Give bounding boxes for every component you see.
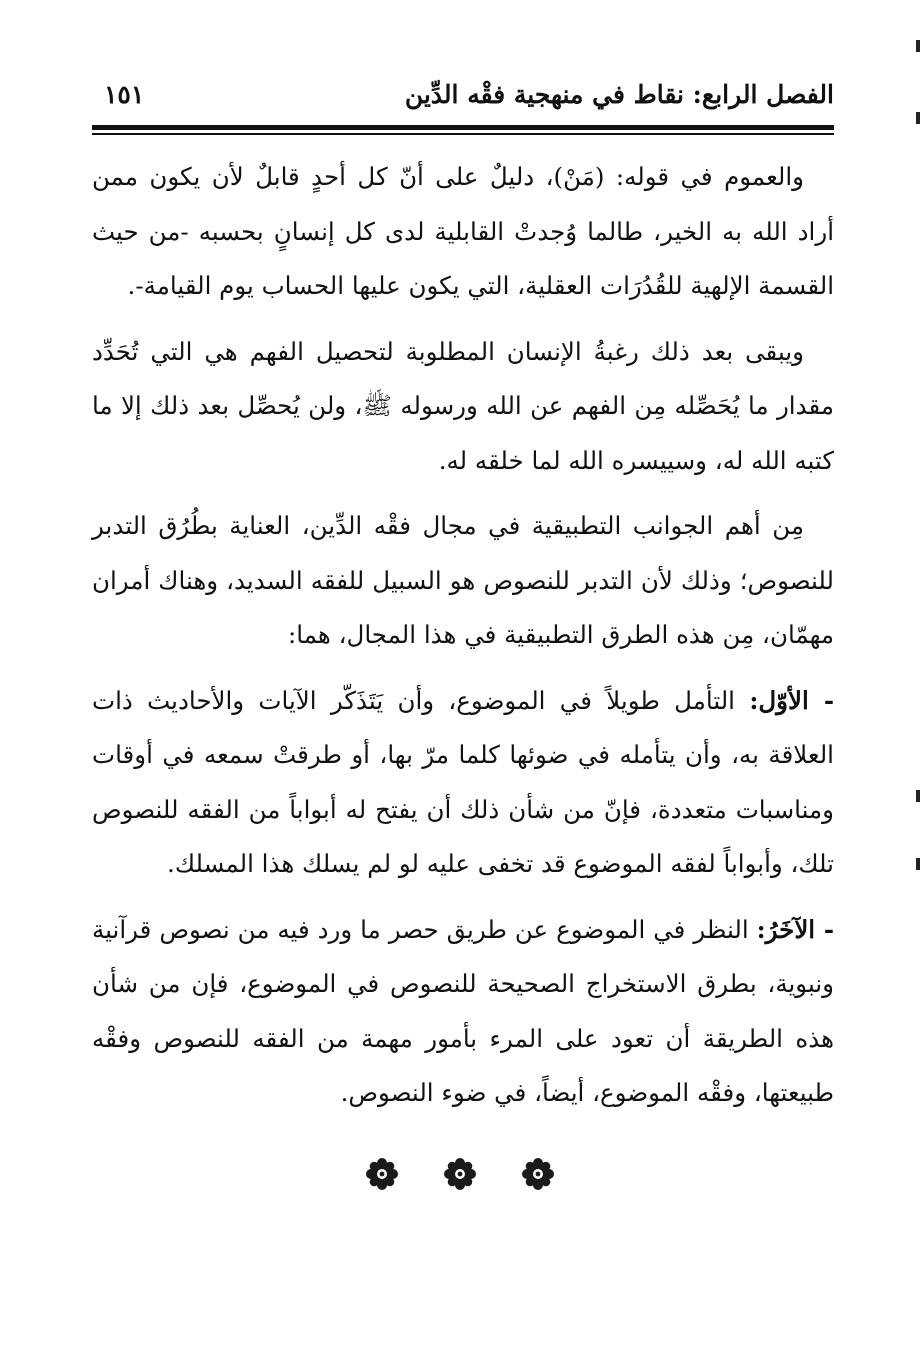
ornament-flower-icon bbox=[443, 1157, 477, 1191]
scan-edge-mark bbox=[916, 40, 920, 52]
ornament-flower-icon bbox=[365, 1157, 399, 1191]
scan-edge-mark bbox=[916, 858, 920, 870]
scan-edge-mark bbox=[916, 790, 920, 802]
paragraph bbox=[92, 325, 834, 489]
paragraph-text: التأمل طويلاً في الموضوع، وأن يَتَذَكّر الآيات والأحاديث ذات العلاقة به، وأن يتأمله في ضوئها كلما مرّ بها، أو طرقتْ سمعه في أوقات ومناسبات متعددة، فإنّ من شأن ذلك أن يفتح له أبواباً من الفقه للنصوص تلك، وأبواباً لفقه الموضوع قد تخفى عليه لو لم يسلك هذا المسلك. bbox=[92, 685, 834, 878]
scan-edge-mark bbox=[916, 112, 920, 124]
paragraph-text: النظر في الموضوع عن طريق حصر ما ورد فيه من نصوص قرآنية ونبوية، بطرق الاستخراج الصحيحة للنصوص في الموضوع، فإن من شأن هذه الطريقة أن تعود على المرء بأمور مهمة من الفقه للنصوص وفقْه طبيعتها، وفقْه الموضوع، أيضاً، في ضوء النصوص. bbox=[92, 914, 834, 1107]
item-lead: - الآخَرُ: bbox=[756, 914, 834, 944]
item-lead: - الأوّل: bbox=[749, 685, 834, 715]
paragraph bbox=[92, 499, 834, 663]
section-end-ornaments bbox=[0, 1157, 920, 1191]
running-title: الفصل الرابع: نقاط في منهجية فقْه الدِّين bbox=[404, 80, 834, 109]
header-rule-thick bbox=[92, 125, 834, 130]
header-rule-thin bbox=[92, 133, 834, 135]
page-number: ١٥١ bbox=[104, 80, 145, 109]
list-item-paragraph bbox=[92, 674, 834, 892]
page-header bbox=[92, 74, 834, 124]
body-text bbox=[92, 150, 834, 1132]
paragraph-text: ويبقى بعد ذلك رغبةُ الإنسان المطلوبة لتحصيل الفهم هي التي تُحَدِّد مقدار ما يُحَصِّله مِن الفهم عن الله ورسوله ﷺ، ولن يُحصِّل بعد ذلك إلا ما كتبه الله له، وسييسره الله لما خلقه له. bbox=[92, 336, 834, 475]
ornament-flower-icon bbox=[521, 1157, 555, 1191]
paragraph-text: مِن أهم الجوانب التطبيقية في مجال فقْه الدِّين، العناية بطُرُق التدبر للنصوص؛ وذلك لأن التدبر للنصوص هو السبيل للفقه السديد، وهناك أمران مهمّان، مِن هذه الطرق التطبيقية في هذا المجال، هما: bbox=[92, 511, 834, 649]
paragraph bbox=[92, 150, 834, 314]
list-item-paragraph bbox=[92, 903, 834, 1121]
paragraph-text: والعموم في قوله: (مَنْ)، دليلٌ على أنّ كل أحدٍ قابلٌ لأن يكون ممن أراد الله به الخير، طالما وُجدتْ القابلية لدى كل إنسانٍ بحسبه -من حيث القسمة الإلهية للقُدُرَات العقلية، التي يكون عليها الحساب يوم القيامة-. bbox=[92, 162, 834, 300]
